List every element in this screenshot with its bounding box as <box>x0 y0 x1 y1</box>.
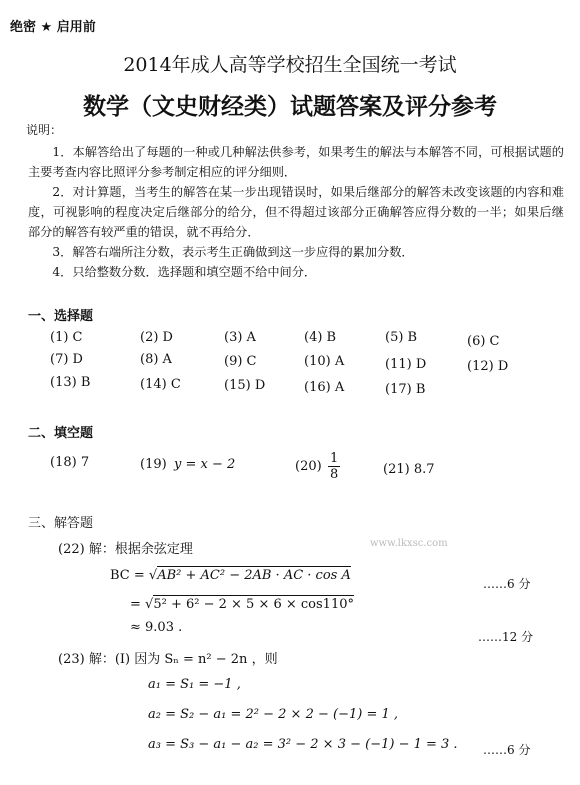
note-3: 3．解答右端所注分数，表示考生正确做到这一步应得的累加分数． <box>52 245 414 259</box>
q22-radicand2: 5² + 6² − 2 × 5 × 6 × cos110° <box>153 597 354 612</box>
doc-subtitle: 数学（文史财经类）试题答案及评分参考 <box>83 94 497 120</box>
q22-score-2: ……12 分 <box>478 630 534 644</box>
choice-answer: (3) A <box>224 330 256 345</box>
fill-answer-19-label: (19) <box>140 457 167 472</box>
q23-score: ……6 分 <box>483 743 531 757</box>
fraction-numerator: 1 <box>330 451 339 466</box>
choice-answer: (12) D <box>467 359 509 374</box>
choice-answer: (16) A <box>304 380 345 395</box>
exam-title: 2014年成人高等学校招生全国统一考试 <box>123 54 457 76</box>
choice-answer: (10) A <box>304 354 345 369</box>
note-2: 2．对计算题，当考生的解答在某一步出现错误时，如果后继部分的解答未改变该题的内容和难度，可视影响的程度决定后继部分的给分，但不得超过该部分正确解答应得分数的一半；如果后继部分的解答有较严重的错误，就不再给分． <box>28 185 564 239</box>
q22-lhs: BC = <box>110 568 145 583</box>
fill-answer-21: (21) 8.7 <box>383 462 435 477</box>
q23-heading: (23) 解：(Ⅰ) 因为 Sₙ = n² − 2n ，则 <box>58 652 278 667</box>
confidential-header: 绝密 ★ 启用前 <box>10 20 96 35</box>
fill-answer-20-label: (20) <box>295 459 322 474</box>
q22-line1: BC = √AB² + AC² − 2AB · AC · cos A <box>110 568 351 583</box>
fraction-one-eighth <box>328 451 340 482</box>
note-4: 4．只给整数分数．选择题和填空题不给中间分． <box>52 265 317 279</box>
choice-answer: (13) B <box>50 375 91 390</box>
section-solve-title: 三、解答题 <box>28 516 94 531</box>
q23-a1: a₁ = S₁ = −1 , <box>148 677 241 692</box>
q22-radicand1: AB² + AC² − 2AB · AC · cos A <box>157 568 351 583</box>
choice-answer: (6) C <box>467 334 500 349</box>
choice-answer: (17) B <box>385 382 426 397</box>
fraction-denominator: 8 <box>330 467 339 482</box>
fill-answer-19: y = x − 2 <box>174 457 236 472</box>
choice-answer: (5) B <box>385 330 418 345</box>
q22-line3: ≈ 9.03 . <box>130 620 183 635</box>
q22-eq2-prefix: = <box>130 597 141 612</box>
choice-answer: (1) C <box>50 330 83 345</box>
choice-answer: (4) B <box>304 330 337 345</box>
choice-answer: (9) C <box>224 354 257 369</box>
q22-heading: (22) 解：根据余弦定理 <box>58 542 193 557</box>
q22-score-1: ……6 分 <box>483 577 531 591</box>
choice-answer: (14) C <box>140 377 181 392</box>
choice-answer: (11) D <box>385 357 427 372</box>
q23-a2: a₂ = S₂ − a₁ = 2² − 2 × 2 − (−1) = 1 , <box>148 707 399 722</box>
section-fill-title: 二、填空题 <box>28 426 94 441</box>
q23-a3: a₃ = S₃ − a₁ − a₂ = 3² − 2 × 3 − (−1) − 1 = 3 . <box>148 737 458 752</box>
choice-answer: (8) A <box>140 352 172 367</box>
choice-answer: (7) D <box>50 352 83 367</box>
fill-answer-18: (18) 7 <box>50 455 90 470</box>
choice-answer: (15) D <box>224 378 266 393</box>
q22-line2: = √5² + 6² − 2 × 5 × 6 × cos110° <box>130 597 354 612</box>
faint-watermark: www.lkxsc.com <box>370 538 448 549</box>
note-1: 1．本解答给出了每题的一种或几种解法供参考，如果考生的解法与本解答不同，可根据试题的主要考查内容比照评分参考制定相应的评分细则． <box>28 145 564 179</box>
notes-label: 说明： <box>26 123 63 137</box>
section-choice-title: 一、选择题 <box>28 309 94 324</box>
choice-answer: (2) D <box>140 330 173 345</box>
